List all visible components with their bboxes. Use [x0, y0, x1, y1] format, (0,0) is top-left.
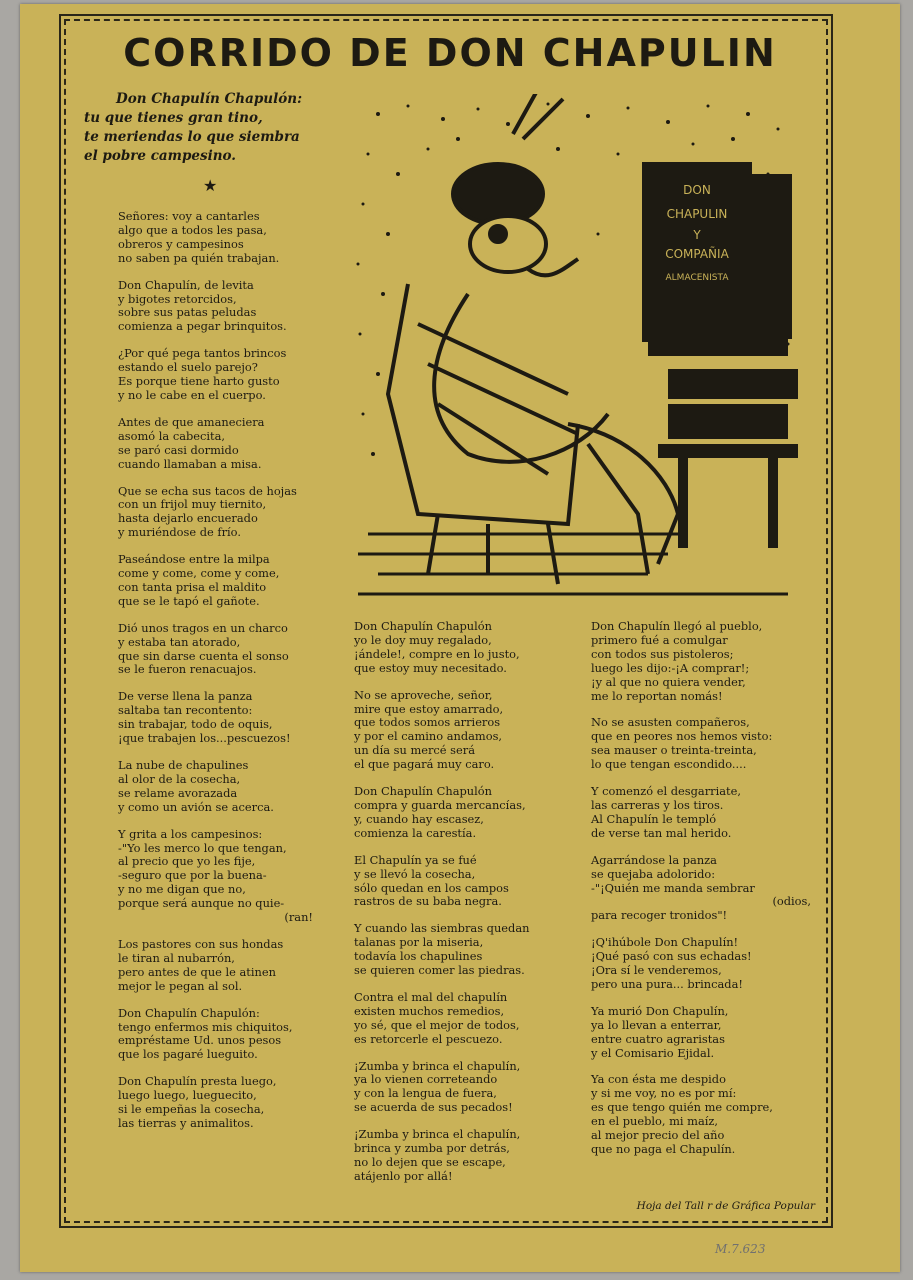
verse-line: tengo enfermos mis chiquitos, [118, 1019, 293, 1034]
verse-line: empréstame Ud. unos pesos [118, 1033, 282, 1048]
stanza [118, 347, 313, 403]
verse-line: yo sé, que el mejor de todos, [354, 1017, 520, 1032]
stanza [591, 854, 811, 924]
verse-line: luego luego, lueguecito, [118, 1088, 257, 1103]
verse-line: -"¡Quién me manda sembrar [591, 880, 755, 895]
verse-line: que todos somos arrieros [354, 715, 501, 730]
verse-line: que en peores nos hemos visto: [591, 729, 773, 744]
verse-line: y el Comisario Ejidal. [591, 1045, 715, 1060]
verse-line: -"Yo les merco lo que tengan, [118, 840, 287, 855]
verse-line: El Chapulín ya se fué [354, 852, 477, 867]
stanza [118, 759, 313, 815]
verse-line: en el pueblo, mi maíz, [591, 1114, 719, 1129]
stanza [118, 1075, 313, 1131]
verse-line: ¡Qué pasó con sus echadas! [591, 949, 752, 964]
stanza [118, 690, 313, 746]
verse-line: y bigotes retorcidos, [118, 291, 237, 306]
column-3 [591, 620, 811, 1170]
verse-line: No se aproveche, señor, [354, 687, 493, 702]
stanza [354, 922, 554, 978]
verse-line: saltaba tan recontento: [118, 703, 253, 718]
verse-line: pero antes de que le atinen [118, 964, 276, 979]
verse-line: que no paga el Chapulín. [591, 1142, 736, 1156]
verse-line: se relame avorazada [118, 785, 238, 800]
verse-line: Señores: voy a cantarles [118, 209, 260, 223]
verse-line: ¡Q'ihúbole Don Chapulín! [591, 935, 739, 950]
verse-line: Don Chapulín Chapulón [354, 619, 492, 633]
stanza [118, 1007, 313, 1063]
verse-line: yo le doy muy regalado, [354, 632, 492, 647]
verse-line: La nube de chapulines [118, 758, 249, 772]
verse-line: Paseándose entre la milpa [118, 552, 270, 567]
box-sign-line: Y [693, 228, 701, 242]
verse-line: se le fueron renacuajos. [118, 662, 257, 677]
stanza [354, 854, 554, 910]
verse-line: talanas por la miseria, [354, 935, 484, 950]
verse-line: y por el camino andamos, [354, 729, 503, 744]
column-1 [118, 210, 313, 1144]
column-2 [354, 620, 554, 1197]
stanza [118, 553, 313, 609]
verse-line: lo que tengan escondido.... [591, 757, 747, 772]
woodcut-illustration [348, 94, 804, 604]
epigraph-line: tu que tienes gran tino, [84, 110, 263, 126]
verse-line: ya lo llevan a enterrar, [591, 1017, 722, 1032]
verse-line: con tanta prisa el maldito [118, 579, 267, 594]
verse-line: se quejaba adolorido: [591, 866, 716, 881]
verse-line: no saben pa quién trabajan. [118, 250, 280, 265]
verse-line: Contra el mal del chapulín [354, 989, 508, 1004]
verse-line: y estaba tan atorado, [118, 634, 241, 649]
verse-line: Ya murió Don Chapulín, [591, 1003, 729, 1018]
verse-line: Don Chapulín presta luego, [118, 1074, 277, 1089]
verse-line: Y grita a los campesinos: [118, 826, 263, 841]
workshop-credit: Hoja del Tall r de Gráfica Popular [636, 1200, 815, 1212]
verse-line: Don Chapulín Chapulón: [118, 1005, 260, 1020]
verse-line: De verse llena la panza [118, 689, 253, 704]
stanza [118, 828, 313, 925]
table [658, 369, 798, 548]
verse-line: para recoger tronidos"! [591, 908, 728, 923]
verse-line: asomó la cabecita, [118, 428, 226, 443]
verse-line: y no me digan que no, [118, 882, 246, 897]
verse-line: si le empeñas la cosecha, [118, 1102, 265, 1117]
verse-line: Y comenzó el desgarriate, [591, 784, 741, 799]
stanza [591, 785, 811, 841]
verse-line: Don Chapulín Chapulón [354, 784, 492, 799]
stanza [118, 416, 313, 472]
stanza [354, 785, 554, 841]
verse-line: cuando llamaban a misa. [118, 456, 262, 471]
verse-line: y no le cabe en el cuerpo. [118, 387, 266, 402]
stanza [118, 622, 313, 678]
stanza [354, 689, 554, 772]
verse-line: al olor de la cosecha, [118, 771, 241, 786]
verse-line: ¡Zumba y brinca el chapulín, [354, 1127, 521, 1142]
verse-line: Y cuando las siembras quedan [354, 921, 530, 936]
verse-line: el que pagará muy caro. [354, 757, 495, 772]
stanza [354, 991, 554, 1047]
verse-line: y si me voy, no es por mí: [591, 1086, 737, 1101]
verse-line: primero fué a comulgar [591, 632, 728, 647]
verse-line-continuation: (odios, [772, 894, 811, 909]
verse-line: es que tengo quién me compre, [591, 1100, 773, 1115]
box-sign-line: DON [683, 183, 711, 197]
verse-line: todavía los chapulines [354, 949, 483, 964]
epigraph [84, 90, 344, 166]
chapulin-figure [388, 94, 678, 584]
verse-line: luego les dijo:-¡A comprar!; [591, 660, 750, 675]
verse-line: mire que estoy amarrado, [354, 701, 504, 716]
floor-lines [358, 534, 788, 594]
verse-line: No se asusten compañeros, [591, 715, 750, 730]
verse-line: al mejor precio del año [591, 1128, 725, 1143]
poster-title: CORRIDO DE DON CHAPULIN [123, 31, 777, 75]
stanza [118, 485, 313, 541]
pencil-annotation: M.7.623 [715, 1242, 766, 1256]
verse-line: con todos sus pistoleros; [591, 646, 734, 661]
verse-line: ¡Ora sí le venderemos, [591, 963, 722, 978]
stanza [354, 620, 554, 676]
verse-line: Don Chapulín, de levita [118, 277, 254, 292]
stanza [118, 210, 313, 266]
verse-line: no lo dejen que se escape, [354, 1155, 506, 1169]
verse-line: y con la lengua de fuera, [354, 1086, 497, 1101]
stanza [118, 279, 313, 335]
box-sign-line: COMPAÑIA [665, 247, 729, 261]
verse-line: me lo reportan nomás! [591, 688, 723, 703]
verse-line: sobre sus patas peludas [118, 305, 257, 320]
verse-line: que sin darse cuenta el sonso [118, 648, 289, 663]
verse-line: de verse tan mal herido. [591, 825, 732, 840]
verse-line: se acuerda de sus pecados! [354, 1100, 513, 1115]
verse-line: sin trabajar, todo de oquis, [118, 717, 273, 732]
stanza [591, 1073, 811, 1156]
verse-line: obreros y campesinos [118, 236, 244, 251]
verse-line: las carreras y los tiros. [591, 797, 724, 812]
verse-line: ¡Zumba y brinca el chapulín, [354, 1058, 521, 1073]
stanza [354, 1060, 554, 1116]
verse-line: mejor le pegan al sol. [118, 978, 243, 993]
verse-line: Que se echa sus tacos de hojas [118, 483, 297, 498]
verse-line: existen muchos remedios, [354, 1003, 505, 1018]
verse-line: Los pastores con sus hondas [118, 936, 284, 951]
verse-line: le tiran al nubarrón, [118, 950, 235, 965]
verse-line: ¡ándele!, compre en lo justo, [354, 646, 520, 661]
verse-line: compra y guarda mercancías, [354, 797, 526, 812]
verse-line: Don Chapulín llegó al pueblo, [591, 619, 763, 633]
verse-line: comienza la carestía. [354, 825, 477, 840]
verse-line: sólo quedan en los campos [354, 880, 509, 895]
verse-line: sea mauser o treinta-treinta, [591, 743, 757, 758]
verse-line: es retorcerle el pescuezo. [354, 1031, 503, 1046]
verse-line: atájenlo por allá! [354, 1168, 453, 1183]
verse-line: brinca y zumba por detrás, [354, 1141, 510, 1156]
stanza [591, 716, 811, 772]
verse-line: y se llevó la cosecha, [354, 866, 476, 881]
verse-line: Agarrándose la panza [591, 852, 717, 867]
verse-line: Dió unos tragos en un charco [118, 620, 288, 635]
verse-line: un día su mercé será [354, 743, 475, 758]
verse-line: Al Chapulín le templó [591, 811, 717, 826]
verse-line: ¡que trabajen los...pescuezos! [118, 731, 291, 746]
verse-line: porque será aunque no quie- [118, 896, 285, 911]
verse-line: que se le tapó el gañote. [118, 593, 260, 608]
verse-line: comienza a pegar brinquitos. [118, 319, 287, 334]
verse-line: y como un avión se acerca. [118, 799, 274, 814]
verse-line: ya lo vienen correteando [354, 1072, 498, 1087]
verse-line: y muriéndose de frío. [118, 525, 241, 540]
merchandise-box [642, 162, 792, 356]
epigraph-line: Don Chapulín Chapulón: [116, 91, 303, 107]
verse-line: algo que a todos les pasa, [118, 222, 267, 237]
box-sign-line: CHAPULIN [666, 207, 728, 221]
verse-line: come y come, come y come, [118, 566, 280, 581]
verse-line: pero una pura... brincada! [591, 976, 743, 991]
verse-line: ¡y al que no quiera vender, [591, 674, 746, 689]
verse-line: se quieren comer las piedras. [354, 963, 525, 978]
verse-line: Es porque tiene harto gusto [118, 374, 280, 389]
box-sign-line: ALMACENISTA [665, 273, 729, 283]
stanza [118, 938, 313, 994]
verse-line: con un frijol muy tiernito, [118, 497, 267, 512]
verse-line: al precio que yo les fije, [118, 854, 256, 869]
verse-line: las tierras y animalitos. [118, 1115, 254, 1130]
verse-line: rastros de su baba negra. [354, 894, 502, 909]
verse-line: que estoy muy necesitado. [354, 660, 507, 675]
epigraph-line: el pobre campesino. [84, 148, 236, 164]
stanza [591, 936, 811, 992]
stanza [591, 620, 811, 703]
verse-line: -seguro que por la buena- [118, 868, 267, 883]
verse-line: Antes de que amaneciera [118, 414, 265, 429]
stanza [591, 1005, 811, 1061]
verse-line-continuation: (ran! [284, 910, 313, 925]
stanza [354, 1128, 554, 1184]
verse-line: se paró casi dormido [118, 442, 239, 457]
verse-line: y, cuando hay escasez, [354, 811, 484, 826]
verse-line: estando el suelo parejo? [118, 360, 258, 375]
verse-line: entre cuatro agraristas [591, 1031, 725, 1046]
star-separator-icon: ★ [203, 176, 218, 195]
verse-line: Ya con ésta me despido [591, 1072, 726, 1087]
verse-line: que los pagaré lueguito. [118, 1047, 258, 1062]
verse-line: hasta dejarlo encuerado [118, 511, 258, 526]
verse-line: ¿Por qué pega tantos brincos [118, 346, 287, 361]
epigraph-line: te meriendas lo que siembra [84, 129, 300, 145]
